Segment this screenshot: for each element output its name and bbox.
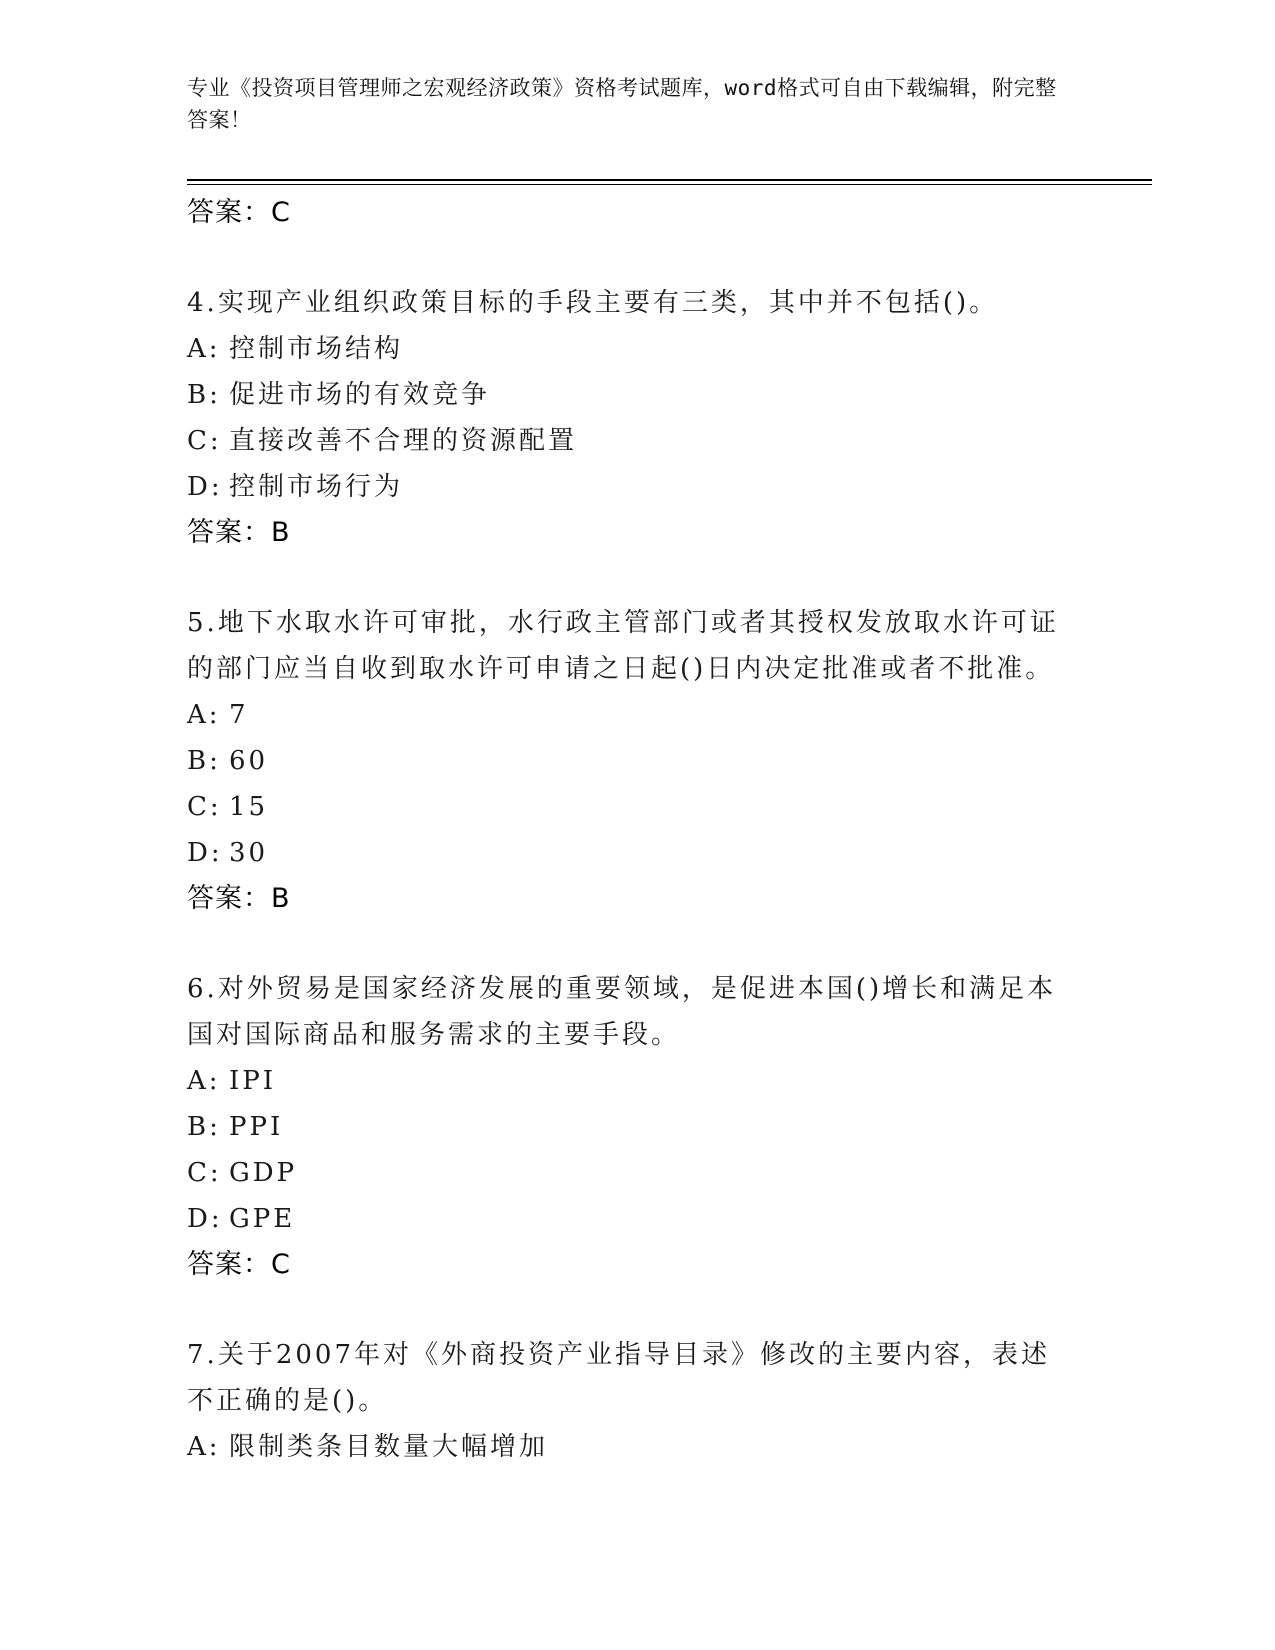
option-label: D:	[187, 1204, 223, 1234]
answer-line: 答案：B	[187, 517, 291, 548]
question-7	[187, 1332, 1067, 1424]
option-c	[187, 418, 1087, 464]
question-number: 5.	[187, 608, 218, 638]
option-label: D:	[187, 472, 223, 502]
option-label: C:	[187, 792, 222, 822]
option-a	[187, 326, 1087, 372]
option-text: 促进市场的有效竞争	[229, 380, 491, 410]
question-stem: 对外贸易是国家经济发展的重要领域，是促进本国()增长和满足本国对国际商品和服务需求的主要手段。	[187, 974, 1057, 1050]
option-label: C:	[187, 1158, 222, 1188]
option-a	[187, 1424, 1087, 1470]
question-number: 7.	[187, 1340, 218, 1370]
option-label: A:	[187, 1066, 221, 1096]
option-label: B:	[187, 1112, 221, 1142]
option-a	[187, 1058, 1087, 1104]
option-label: B:	[187, 380, 221, 410]
option-text: 60	[229, 746, 269, 776]
answer-line: 答案：C	[187, 1249, 291, 1280]
option-d	[187, 1196, 1087, 1242]
option-text: 15	[229, 792, 269, 822]
option-a	[187, 692, 1087, 738]
option-text: 控制市场行为	[229, 472, 404, 502]
question-number: 4.	[187, 288, 218, 318]
answer-line: 答案：B	[187, 883, 291, 914]
document-header: 专业《投资项目管理师之宏观经济政策》资格考试题库，word格式可自由下载编辑，附完整答案！	[187, 76, 1057, 132]
option-text: IPI	[229, 1066, 277, 1096]
option-c	[187, 784, 1087, 830]
question-number: 6.	[187, 974, 218, 1004]
option-text: 30	[229, 838, 269, 868]
option-text: PPI	[229, 1112, 284, 1142]
option-c	[187, 1150, 1087, 1196]
question-list	[187, 190, 1087, 1470]
question-4	[187, 280, 1067, 326]
option-text: 7	[229, 700, 249, 730]
question-stem: 关于2007年对《外商投资产业指导目录》修改的主要内容，表述不正确的是()。	[187, 1340, 1050, 1416]
option-text: 限制类条目数量大幅增加	[229, 1432, 549, 1462]
option-label: A:	[187, 1432, 221, 1462]
option-d	[187, 464, 1087, 510]
option-b	[187, 1104, 1087, 1150]
option-label: B:	[187, 746, 221, 776]
question-5	[187, 600, 1067, 692]
option-label: A:	[187, 334, 221, 364]
option-label: D:	[187, 838, 223, 868]
option-d	[187, 830, 1087, 876]
question-stem: 地下水取水许可审批，水行政主管部门或者其授权发放取水许可证的部门应当自收到取水许可申请之日起()日内决定批准或者不批准。	[187, 608, 1059, 684]
header-divider-thick	[187, 179, 1152, 181]
answer-line: 答案：C	[187, 197, 291, 228]
option-label: A:	[187, 700, 221, 730]
option-b	[187, 738, 1087, 784]
option-b	[187, 372, 1087, 418]
question-stem: 实现产业组织政策目标的手段主要有三类，其中并不包括()。	[217, 288, 999, 318]
option-text: GPE	[229, 1204, 296, 1234]
question-6	[187, 966, 1067, 1058]
header-divider-thin	[187, 184, 1152, 185]
option-text: GDP	[229, 1158, 298, 1188]
option-text: 直接改善不合理的资源配置	[229, 426, 578, 456]
option-label: C:	[187, 426, 222, 456]
option-text: 控制市场结构	[229, 334, 404, 364]
